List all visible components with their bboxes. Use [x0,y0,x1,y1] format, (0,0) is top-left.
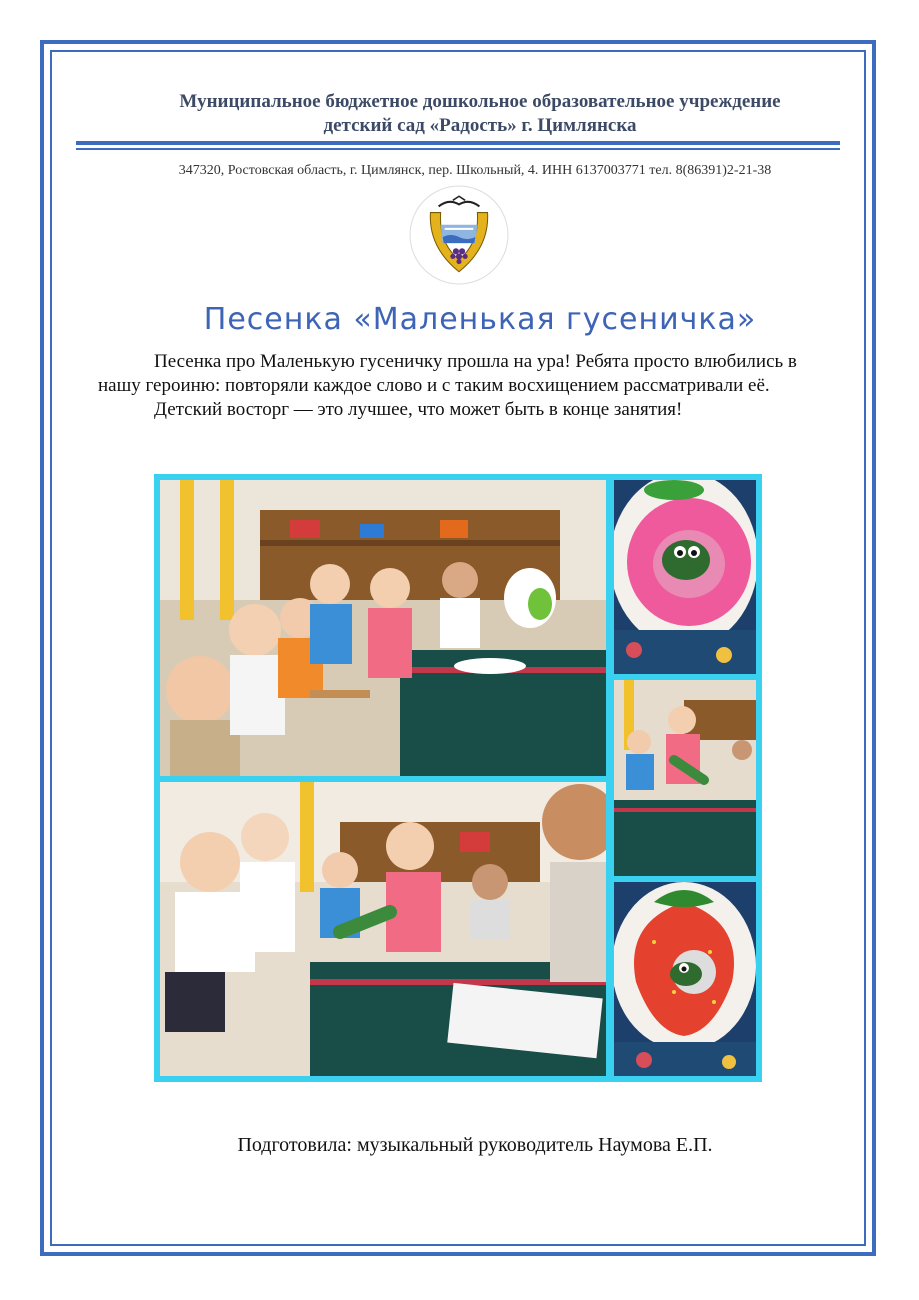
pink-flower-caterpillar-photo [614,480,756,674]
paragraph-2: Детский восторг — это лучшее, что может быть в конце занятия! [154,399,683,420]
kindergarten-emblem-icon [408,184,510,286]
photo-collage [154,474,762,1082]
body-text [98,350,828,422]
header-rule-thin [76,148,840,150]
header-rule-thick [76,141,840,145]
org-line-2: детский сад «Радость» г. Цимлянска [323,115,637,136]
org-line-1: Муниципальное бюджетное дошкольное образовательное учреждение [179,91,781,112]
children-group-photo [160,480,606,776]
children-table-photo [614,680,756,876]
organization-name [80,90,880,138]
page-title: Песенка «Маленькая гусеничка» [203,302,757,337]
signature-line: Подготовила: музыкальный руководитель Наумова Е.П. [237,1134,713,1156]
paragraph-1: Песенка про Маленькую гусеничку прошла на ура! Ребята просто влюбились в нашу героиню: повторяли каждое слово и с таким восхищением рассматривали её. [98,351,797,396]
address-line: 347320, Ростовская область, г. Цимлянск, пер. Школьный, 4. ИНН 6137003771 тел. 8(86391)2-21-38 [178,163,772,178]
children-reaching-photo [160,782,606,1076]
strawberry-caterpillar-photo [614,882,756,1076]
